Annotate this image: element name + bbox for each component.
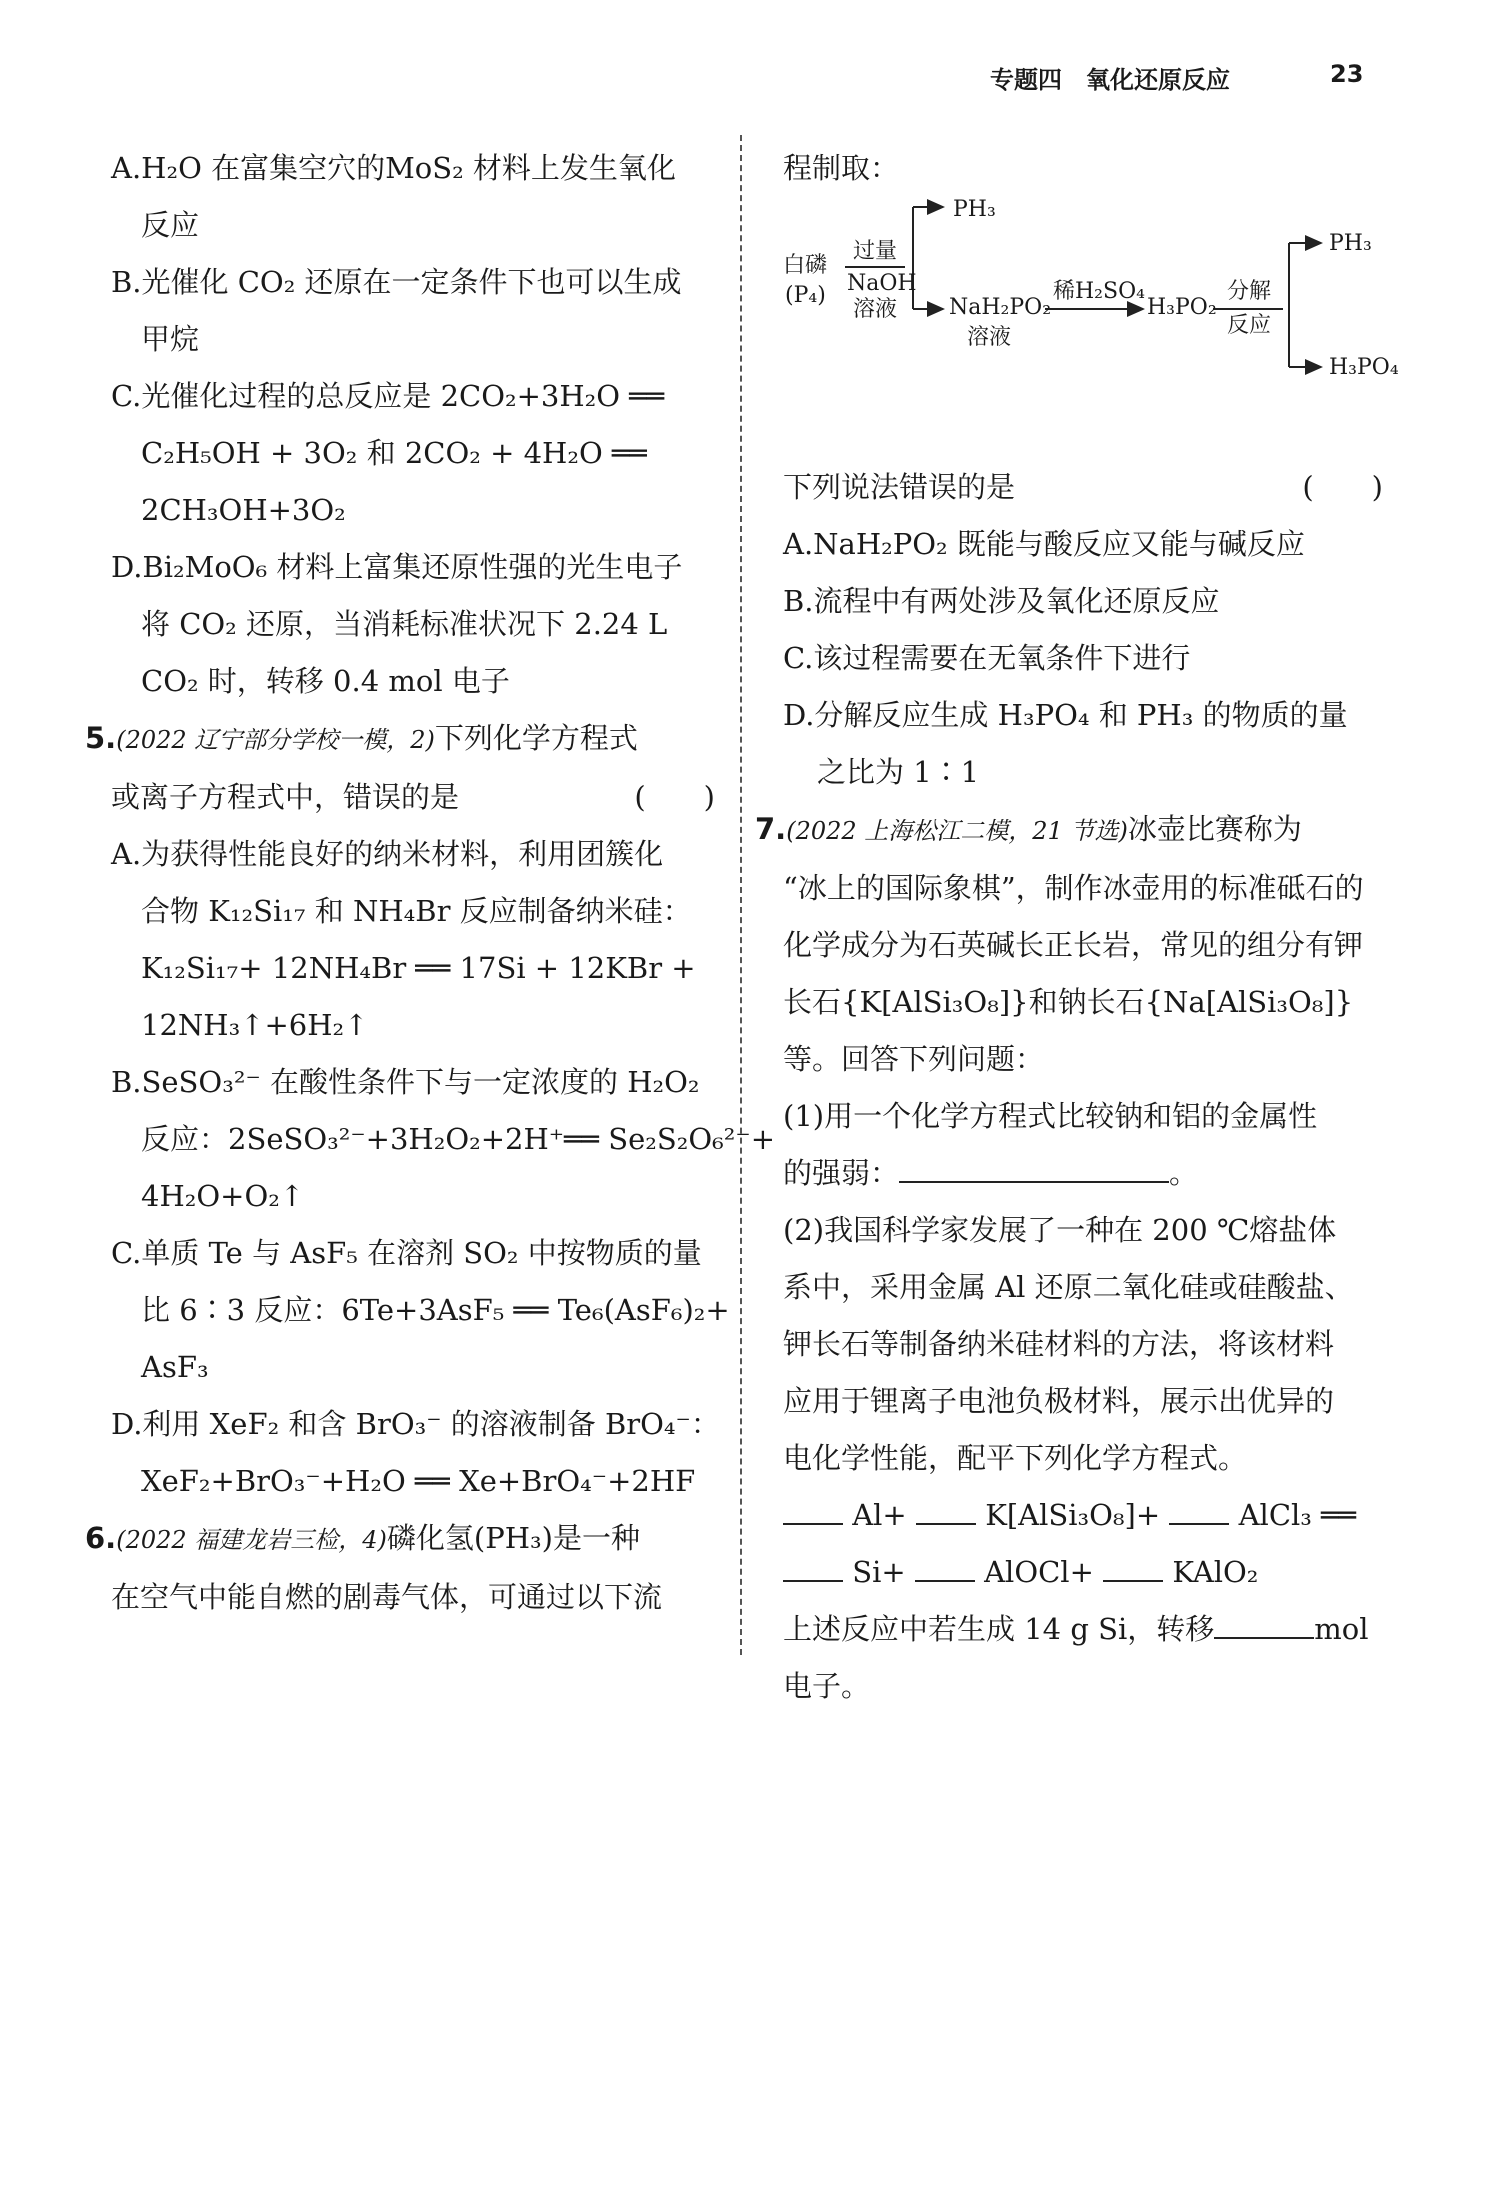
column-divider xyxy=(740,135,742,1655)
q6-option-d-line2: 之比为 1∶1 xyxy=(817,755,980,789)
left-column xyxy=(85,140,776,1626)
flow-solution1: 溶液 xyxy=(853,297,898,322)
q6-option-a: A.NaH₂PO₂ 既能与酸反应又能与碱反应 xyxy=(783,527,1305,561)
q5-option-c-line2: 比 6∶3 反应：6Te+3AsF₅ ══ Te₆(AsF₆)₂+ xyxy=(141,1293,730,1327)
q4-option-b-line1: B.光催化 CO₂ 还原在一定条件下也可以生成 xyxy=(111,265,682,299)
q6-source: (2022 福建龙岩三检，4) xyxy=(116,1526,387,1554)
q7-part2-line1: (2)我国科学家发展了一种在 200 ℃熔盐体 xyxy=(783,1213,1337,1247)
q5-option-d-line1: D.利用 XeF₂ 和含 BrO₃⁻ 的溶液制备 BrO₄⁻： xyxy=(111,1407,720,1441)
q4-option-c xyxy=(85,368,715,539)
q4-option-a-line2: 反应 xyxy=(141,208,200,242)
q6-stem-line1: 磷化氢(PH₃)是一种 xyxy=(386,1521,640,1555)
question-5 xyxy=(85,710,776,1510)
q5-option-c-line1: C.单质 Te 与 AsF₅ 在溶剂 SO₂ 中按物质的量 xyxy=(111,1236,702,1270)
q5-option-a-line4: 12NH₃↑+6H₂↑ xyxy=(141,1008,369,1042)
coef-blank-kalsi3o8[interactable] xyxy=(916,1501,976,1525)
q5-option-a-line3: K₁₂Si₁₇+ 12NH₄Br ══ 17Si + 12KBr + xyxy=(141,951,696,985)
q5-option-d-line2: XeF₂+BrO₃⁻+H₂O ══ Xe+BrO₄⁻+2HF xyxy=(141,1464,696,1498)
q5-answer-bracket: ( ) xyxy=(634,780,715,814)
eq-si: Si+ xyxy=(852,1555,906,1589)
q4-option-d-line2: 将 CO₂ 还原，当消耗标准状况下 2.24 L xyxy=(141,607,668,641)
q5-option-c-line3: AsF₃ xyxy=(141,1350,209,1384)
coef-blank-kalo2[interactable] xyxy=(1103,1558,1163,1582)
q6-stem-line2: 在空气中能自燃的剧毒气体，可通过以下流 xyxy=(111,1580,663,1614)
flow-nah2po2: NaH₂PO₂ xyxy=(949,295,1052,320)
q7-number: 7. xyxy=(755,812,787,846)
flow-dilute-h2so4: 稀H₂SO₄ xyxy=(1053,279,1145,304)
q4-option-d xyxy=(85,539,715,710)
flow-white-phosphorus: 白磷 xyxy=(783,253,828,278)
question-6-start xyxy=(85,1510,715,1626)
q6-question: 下列说法错误的是 xyxy=(783,470,1016,504)
q6-option-c: C.该过程需要在无氧条件下进行 xyxy=(783,641,1191,675)
q7-part1-line1: (1)用一个化学方程式比较钠和铝的金属性 xyxy=(783,1099,1318,1133)
q6-stem-line3: 程制取： xyxy=(783,151,900,185)
q7-stem-line1: 冰壶比赛称为 xyxy=(1127,812,1302,846)
flow-excess: 过量 xyxy=(853,239,898,264)
flow-reaction: 反应 xyxy=(1227,313,1272,338)
q4-option-b xyxy=(85,254,715,368)
q4-option-a-line1: A.H₂O 在富集空穴的MoS₂ 材料上发生氧化 xyxy=(111,151,676,185)
q4-option-c-line2: C₂H₅OH + 3O₂ 和 2CO₂ + 4H₂O ══ xyxy=(141,436,647,470)
q6-number: 6. xyxy=(85,1521,117,1555)
q7-source: (2022 上海松江二模，21 节选) xyxy=(786,817,1128,845)
q6-option-d-line1: D.分解反应生成 H₃PO₄ 和 PH₃ 的物质的量 xyxy=(783,698,1348,732)
q6-process-flowchart xyxy=(783,197,1399,459)
q7-part1-line2: 的强弱： xyxy=(783,1156,900,1190)
q7-stem-line5: 等。回答下列问题： xyxy=(783,1042,1045,1076)
eq-al: Al+ xyxy=(852,1498,907,1532)
flow-naoh: NaOH xyxy=(847,271,917,296)
q4-option-c-line3: 2CH₃OH+3O₂ xyxy=(141,493,346,527)
question-7 xyxy=(755,801,1393,1715)
q7-stem-line2: “冰上的国际象棋”，制作冰壶用的标准砥石的 xyxy=(783,871,1364,905)
flow-h3po4-product: H₃PO₄ xyxy=(1329,355,1399,380)
q4-option-c-line1: C.光催化过程的总反应是 2CO₂+3H₂O ══ xyxy=(111,379,665,413)
flow-solution2: 溶液 xyxy=(967,325,1012,350)
balance-equation-line1 xyxy=(783,1487,1393,1544)
page-header xyxy=(990,60,1390,100)
flow-p4: (P₄) xyxy=(785,283,826,308)
q7-part2-line5: 电化学性能，配平下列化学方程式。 xyxy=(783,1441,1248,1475)
eq-kalo2: KAlO₂ xyxy=(1172,1555,1259,1589)
q7-part1-period: 。 xyxy=(1169,1156,1199,1190)
balance-equation-line2 xyxy=(783,1544,1393,1601)
topic-title: 专题四 氧化还原反应 xyxy=(990,66,1230,94)
q7-part1-answer-blank[interactable] xyxy=(899,1159,1169,1183)
flow-ph3-product1: PH₃ xyxy=(953,197,996,222)
q5-option-b-line1: B.SeSO₃²⁻ 在酸性条件下与一定浓度的 H₂O₂ xyxy=(111,1065,700,1099)
right-column xyxy=(755,140,1399,1715)
q5-stem-line2: 或离子方程式中，错误的是 xyxy=(111,780,460,814)
q5-number: 5. xyxy=(85,721,117,755)
q7-part2-line2: 系中，采用金属 Al 还原二氧化硅或硅酸盐、 xyxy=(783,1270,1354,1304)
q7-stem-line4: 长石{K[AlSi₃O₈]}和钠长石{Na[AlSi₃O₈]} xyxy=(783,985,1354,1019)
coef-blank-alocl[interactable] xyxy=(915,1558,975,1582)
q6-option-b: B.流程中有两处涉及氧化还原反应 xyxy=(783,584,1220,618)
coef-blank-al[interactable] xyxy=(783,1501,843,1525)
q4-option-d-line1: D.Bi₂MoO₆ 材料上富集还原性强的光生电子 xyxy=(111,550,683,584)
q7-mol-unit: mol xyxy=(1314,1612,1369,1646)
flow-ph3-product2: PH₃ xyxy=(1329,231,1372,256)
coef-blank-alcl3[interactable] xyxy=(1169,1501,1229,1525)
eq-kalsi3o8: K[AlSi₃O₈]+ xyxy=(985,1498,1161,1532)
page-number: 23 xyxy=(1330,60,1364,88)
flow-h3po2: H₃PO₂ xyxy=(1147,295,1217,320)
coef-blank-si[interactable] xyxy=(783,1558,843,1582)
q4-option-a xyxy=(85,140,715,254)
q5-option-b-line2: 反应：2SeSO₃²⁻+3H₂O₂+2H⁺══ Se₂S₂O₆²⁻+ xyxy=(141,1122,776,1156)
q5-stem-line1: 下列化学方程式 xyxy=(434,721,638,755)
q4-option-d-line3: CO₂ 时，转移 0.4 mol 电子 xyxy=(141,664,510,698)
q6-answer-bracket: ( ) xyxy=(1302,470,1383,504)
flowchart-arrows xyxy=(783,197,1393,459)
q5-option-a-line1: A.为获得性能良好的纳米材料，利用团簇化 xyxy=(111,837,664,871)
q7-electron-mol-blank[interactable] xyxy=(1214,1615,1314,1639)
q7-part2-line4: 应用于锂离子电池负极材料，展示出优异的 xyxy=(783,1384,1335,1418)
q7-stem-line3: 化学成分为石英碱长正长岩，常见的组分有钾 xyxy=(783,928,1364,962)
q7-part3-end: 电子。 xyxy=(783,1669,871,1703)
q5-source: (2022 辽宁部分学校一模，2) xyxy=(116,726,435,754)
q4-option-b-line2: 甲烷 xyxy=(141,322,200,356)
flow-decompose: 分解 xyxy=(1227,279,1272,304)
q7-part2-line3: 钾长石等制备纳米硅材料的方法，将该材料 xyxy=(783,1327,1335,1361)
q7-part3-text: 上述反应中若生成 14 g Si，转移 xyxy=(783,1612,1215,1646)
q5-option-a-line2: 合物 K₁₂Si₁₇ 和 NH₄Br 反应制备纳米硅： xyxy=(141,894,692,928)
q5-option-b-line3: 4H₂O+O₂↑ xyxy=(141,1179,305,1213)
eq-alcl3: AlCl₃ ══ xyxy=(1238,1498,1357,1532)
eq-alocl: AlOCl+ xyxy=(984,1555,1094,1589)
